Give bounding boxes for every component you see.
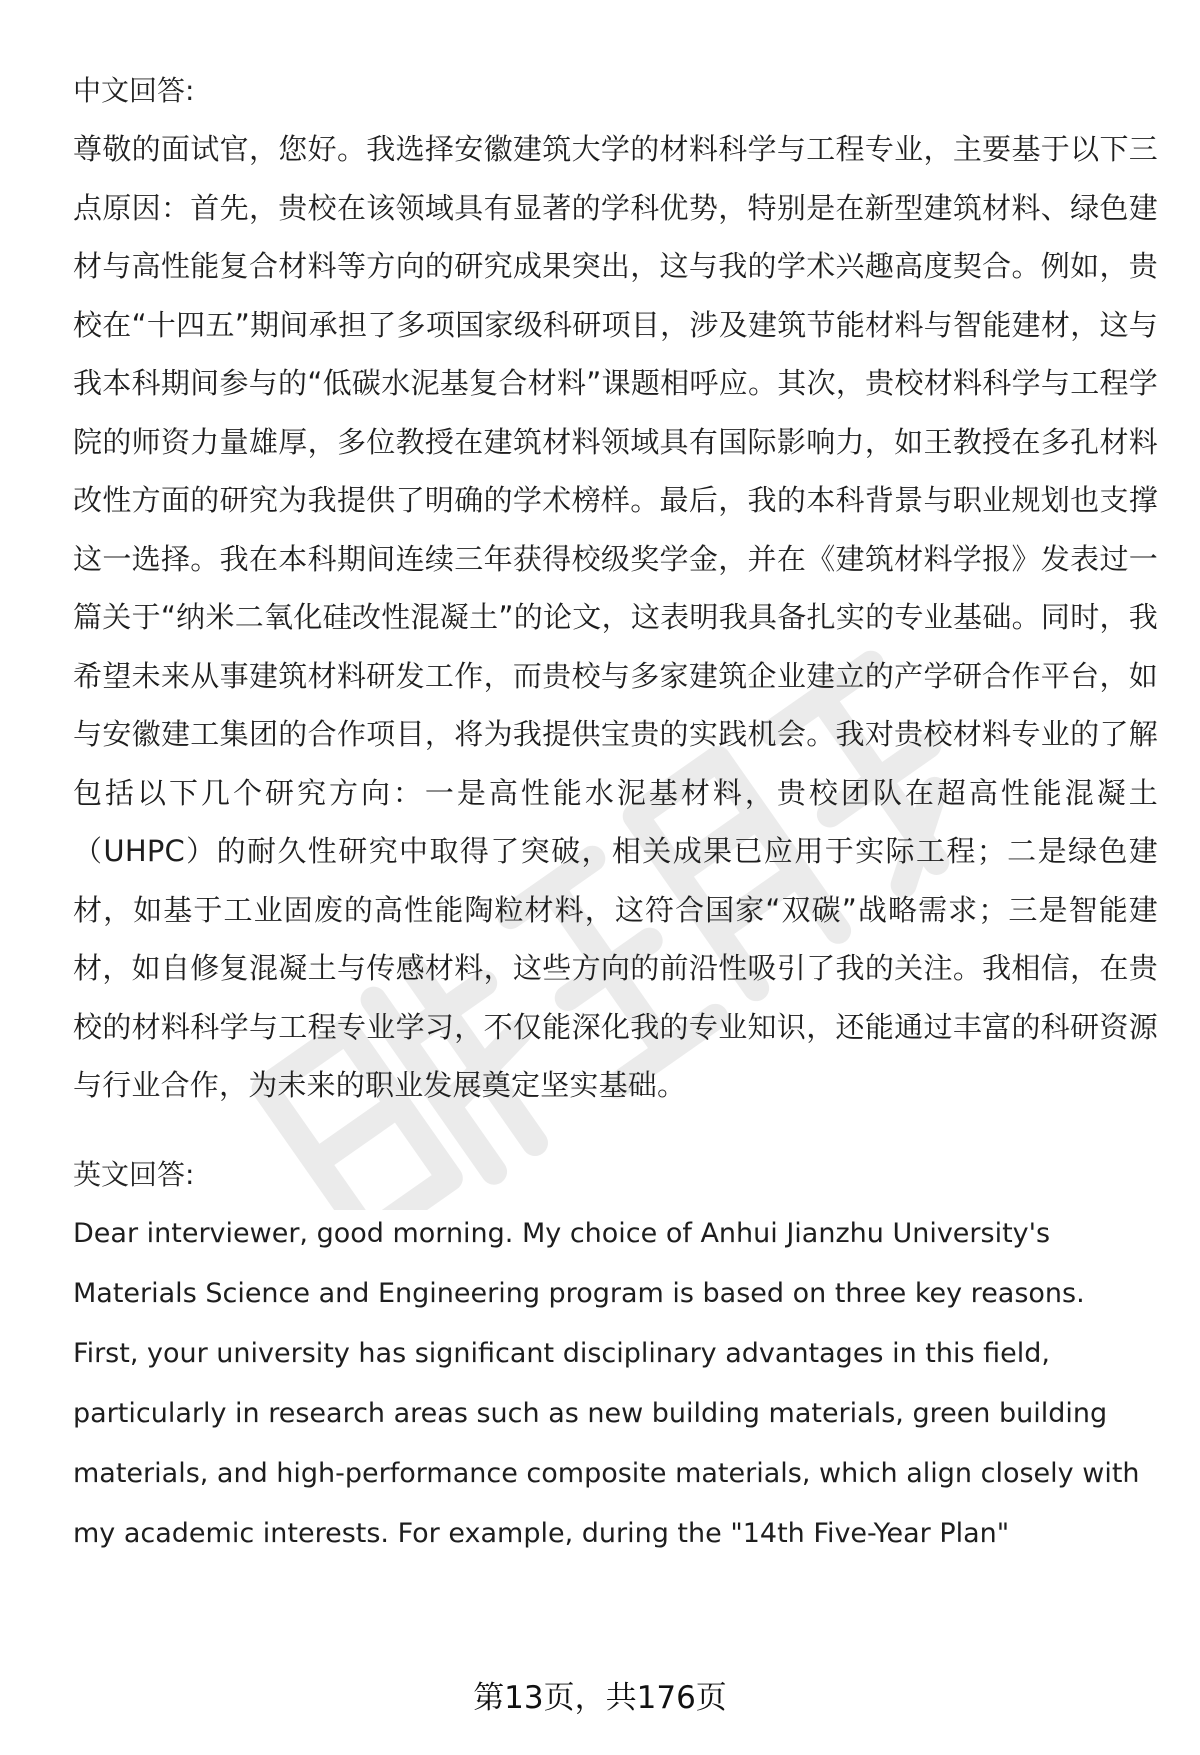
section-spacer (73, 1115, 1158, 1146)
chinese-answer-body: 尊敬的面试官，您好。我选择安徽建筑大学的材料科学与工程专业，主要基于以下三点原因：首先，贵校在该领域具有显著的学科优势，特别是在新型建筑材料、绿色建材与高性能复合材料等方向的研究成果突出，这与我的学术兴趣高度契合。例如，贵校在“十四五”期间承担了多项国家级科研项目，涉及建筑节能材料与智能建材，这与我本科期间参与的“低碳水泥基复合材料”课题相呼应。其次，贵校材料科学与工程学院的师资力量雄厚，多位教授在建筑材料领域具有国际影响力，如王教授在多孔材料改性方面的研究为我提供了明确的学术榜样。最后，我的本科背景与职业规划也支撑这一选择。我在本科期间连续三年获得校级奖学金，并在《建筑材料学报》发表过一篇关于“纳米二氧化硅改性混凝土”的论文，这表明我具备扎实的专业基础。同时，我希望未来从事建筑材料研发工作，而贵校与多家建筑企业建立的产学研合作平台，如与安徽建工集团的合作项目，将为我提供宝贵的实践机会。我对贵校材料专业的了解包括以下几个研究方向：一是高性能水泥基材料，贵校团队在超高性能混凝土（UHPC）的耐久性研究中取得了突破，相关成果已应用于实际工程；二是绿色建材，如基于工业固废的高性能陶粒材料，这符合国家“双碳”战略需求；三是智能建材，如自修复混凝土与传感材料，这些方向的前沿性吸引了我的关注。我相信，在贵校的材料科学与工程专业学习，不仅能深化我的专业知识，还能通过丰富的科研资源与行业合作，为未来的职业发展奠定坚实基础。 (73, 132, 1158, 1102)
english-answer-body: Dear interviewer, good morning. My choice of Anhui Jianzhu University's Materials Science and Engineering program is based on three key reasons. First, your university has significant disciplinary advantages in this field, particularly in research areas such as new building materials, green building materials, and high-performance composite materials, which align closely with my academic interests. For example, during the "14th Five-Year Plan" (73, 1217, 1140, 1549)
chinese-answer-heading: 中文回答: (73, 74, 195, 107)
document-content (73, 62, 1158, 1564)
page-indicator: 第13页，共176页 (473, 1680, 727, 1716)
english-answer-heading: 英文回答: (73, 1157, 195, 1191)
